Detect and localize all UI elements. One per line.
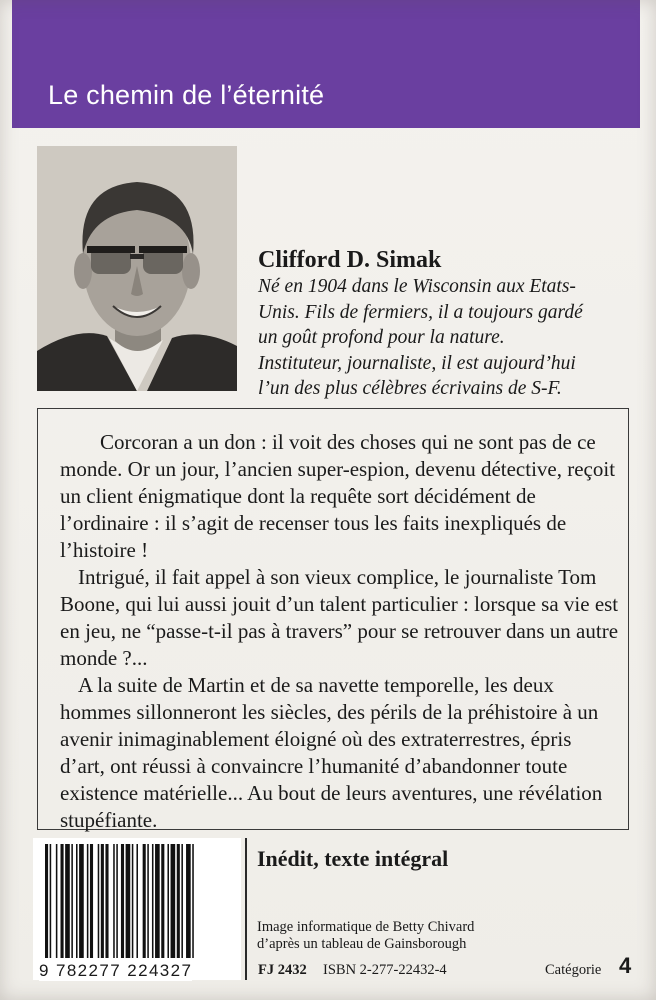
divider	[245, 838, 247, 980]
barcode-bar	[90, 844, 93, 958]
barcode-bar	[177, 844, 180, 958]
barcode-bar	[186, 844, 191, 958]
credit-line: d’après un tableau de Gainsborough	[257, 936, 467, 952]
barcode-bar	[45, 844, 48, 958]
category-label: Catégorie	[545, 962, 602, 978]
barcode-bar	[126, 844, 131, 958]
author-bio	[258, 274, 638, 402]
barcode-bar	[171, 844, 176, 958]
barcode-bar	[71, 844, 73, 958]
summary-box	[37, 408, 629, 830]
bio-line: un goût profond pour la nature.	[258, 327, 505, 348]
bio-line: Instituteur, journaliste, il est aujourd’hui	[258, 352, 576, 374]
barcode-bar	[132, 844, 134, 958]
credit-line: Image informatique de Betty Chivard	[257, 919, 475, 935]
barcode-bar	[105, 844, 108, 958]
barcode-bar	[121, 844, 124, 958]
barcode-bar	[87, 844, 89, 958]
author-name: Clifford D. Simak	[258, 247, 442, 273]
title-band	[12, 0, 640, 128]
author-portrait-icon	[37, 146, 237, 391]
barcode-digits: 9 782277 224327	[39, 961, 193, 980]
barcode-bar	[143, 844, 146, 958]
barcode-bar	[152, 844, 154, 958]
bio-line: l’un des plus célèbres écrivains de S-F.	[258, 378, 562, 399]
barcode-bar	[101, 844, 104, 958]
edition-note: Inédit, texte intégral	[257, 846, 449, 871]
barcode-bar	[113, 844, 115, 958]
barcode-bar	[65, 844, 70, 958]
bio-line: Né en 1904 dans le Wisconsin aux Etats-	[258, 276, 576, 297]
barcode-bar	[161, 844, 164, 958]
author-portrait	[37, 146, 237, 391]
barcode-bar	[181, 844, 183, 958]
barcode-bar	[98, 844, 100, 958]
category-number: 4	[619, 953, 632, 978]
barcode-bar	[136, 844, 138, 958]
barcode-bar	[155, 844, 160, 958]
book-title: Le chemin de l’éternité	[48, 80, 325, 110]
barcode	[33, 838, 241, 980]
fj-code: FJ 2432	[258, 962, 307, 978]
summary-paragraph: A la suite de Martin et de sa navette temporelle, les deux hommes sillonneront les siècles, des périls de la préhistoire à un avenir inimaginablement éloigné où des extraterrestres, épris d’art, ont réussi à convaincre l’humanité d’abandonner toute existence matérielle... Au bout de leurs aventures, une révélation stupéfiante.	[60, 673, 603, 832]
barcode-bar	[56, 844, 58, 958]
barcode-bar	[61, 844, 64, 958]
barcode-bar	[147, 844, 149, 958]
barcode-bar	[167, 844, 169, 958]
barcode-bar	[79, 844, 84, 958]
barcode-bar	[76, 844, 78, 958]
cover-credit	[257, 919, 474, 953]
barcode-bar	[50, 844, 52, 958]
barcode-bar	[192, 844, 194, 958]
bio-line: Unis. Fils de fermiers, il a toujours gardé	[258, 301, 583, 323]
barcode-bar	[116, 844, 118, 958]
barcode-icon	[33, 838, 241, 980]
summary-paragraph: Corcoran a un don : il voit des choses qui ne sont pas de ce monde. Or un jour, l’ancien super-espion, devenu détective, reçoit un client énigmatique dont la requête sort décidément de l’ordinaire : il s’agit de recenser tous les faits inexpliqués de l’histoire !	[60, 430, 616, 562]
summary-paragraph: Intrigué, il fait appel à son vieux complice, le journaliste Tom Boone, qui lui aussi jouit d’un talent particulier : lorsque sa vie est en jeu, ne “passe-t-il pas à travers” pour se retrouver dans un autre monde ?...	[60, 565, 619, 670]
isbn: ISBN 2-277-22432-4	[323, 962, 447, 978]
